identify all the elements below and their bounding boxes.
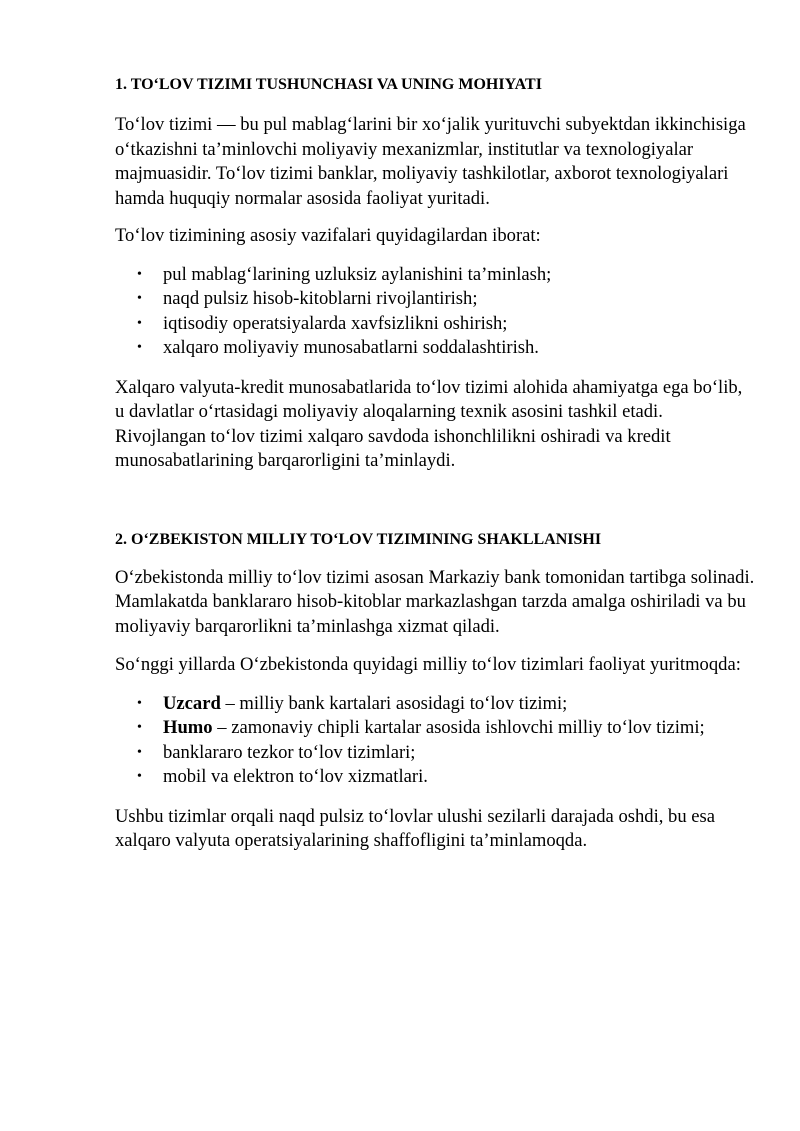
section-2-heading: 2. O‘ZBEKISTON MILLIY TO‘LOV TIZIMINING SHAKLLANISHI (115, 530, 602, 548)
section-2-bullet-list (115, 692, 755, 790)
document-page (115, 74, 755, 854)
bullet-icon: • (137, 744, 142, 760)
section-2-paragraph-3: Ushbu tizimlar orqali naqd pulsiz to‘lovlar ulushi sezilarli darajada oshdi, bu esa xalqaro valyuta operatsiyalarining shaffofligini ta’minlamoqda. (115, 805, 716, 851)
bullet-icon: • (137, 769, 142, 784)
bullet-icon: • (137, 340, 142, 355)
bullet-icon: • (137, 720, 142, 735)
list-item: • Humo – zamonaviy chipli kartalar asosida ishlovchi milliy to‘lov tizimi; (115, 716, 755, 741)
list-item: • banklararo tezkor to‘lov tizimlari; (115, 741, 755, 766)
bullet-icon: • (137, 315, 142, 331)
bullet-icon: • (137, 291, 142, 306)
bullet-icon: • (137, 266, 142, 282)
list-item-bold-term: Uzcard (163, 692, 221, 714)
section-1-heading: 1. TO‘LOV TIZIMI TUSHUNCHASI VA UNING MOHIYATI (115, 76, 542, 93)
section-2-paragraph-1: O‘zbekistonda milliy to‘lov tizimi asosan Markaziy bank tomonidan tartibga solinadi. Mamlakatda banklararo hisob-kitoblar markazlashgan tarzda amalga oshiriladi va bu moliyaviy barqarorlikni ta’minlashga xizmat qiladi. (115, 566, 755, 637)
bullet-icon: • (137, 695, 142, 711)
list-item: • pul mablag‘larining uzluksiz aylanishini ta’minlash; (115, 263, 755, 288)
list-item: • xalqaro moliyaviy munosabatlarni soddalashtirish. (115, 336, 755, 361)
list-item-bold-term: Humo (163, 717, 213, 738)
list-item: • naqd pulsiz hisob-kitoblarni rivojlantirish; (115, 287, 755, 312)
section-1-paragraph-3: Xalqaro valyuta-kredit munosabatlarida to‘lov tizimi alohida ahamiyatga ega bo‘lib, u davlatlar o‘rtasidagi moliyaviy aloqalarning texnik asosini tashkil etadi. Rivojlangan to‘lov tizimi xalqaro savdoda ishonchlilikni oshiradi va kredit munosabatlarining barqarorligini ta’minlaydi. (115, 376, 743, 471)
section-1-paragraph-2: To‘lov tizimining asosiy vazifalari quyidagilardan iborat: (115, 225, 541, 246)
list-item: • mobil va elektron to‘lov xizmatlari. (115, 765, 755, 790)
section-1-paragraph-1: To‘lov tizimi — bu pul mablag‘larini bir xo‘jalik yurituvchi subyektdan ikkinchisiga o‘tkazishni ta’minlovchi moliyaviy mexanizmlar, institutlar va texnologiyalar majmuasidir. To‘lov tizimi banklar, moliyaviy tashkilotlar, axborot texnologiyalari hamda huquqiy normalar asosida faoliyat yuritadi. (115, 114, 746, 209)
section-2-paragraph-2: So‘nggi yillarda O‘zbekistonda quyidagi milliy to‘lov tizimlari faoliyat yuritmoqda: (115, 654, 741, 675)
list-item: • Uzcard – milliy bank kartalari asosidagi to‘lov tizimi; (115, 692, 755, 717)
list-item: • iqtisodiy operatsiyalarda xavfsizlikni oshirish; (115, 312, 755, 337)
section-1-bullet-list (115, 263, 755, 361)
